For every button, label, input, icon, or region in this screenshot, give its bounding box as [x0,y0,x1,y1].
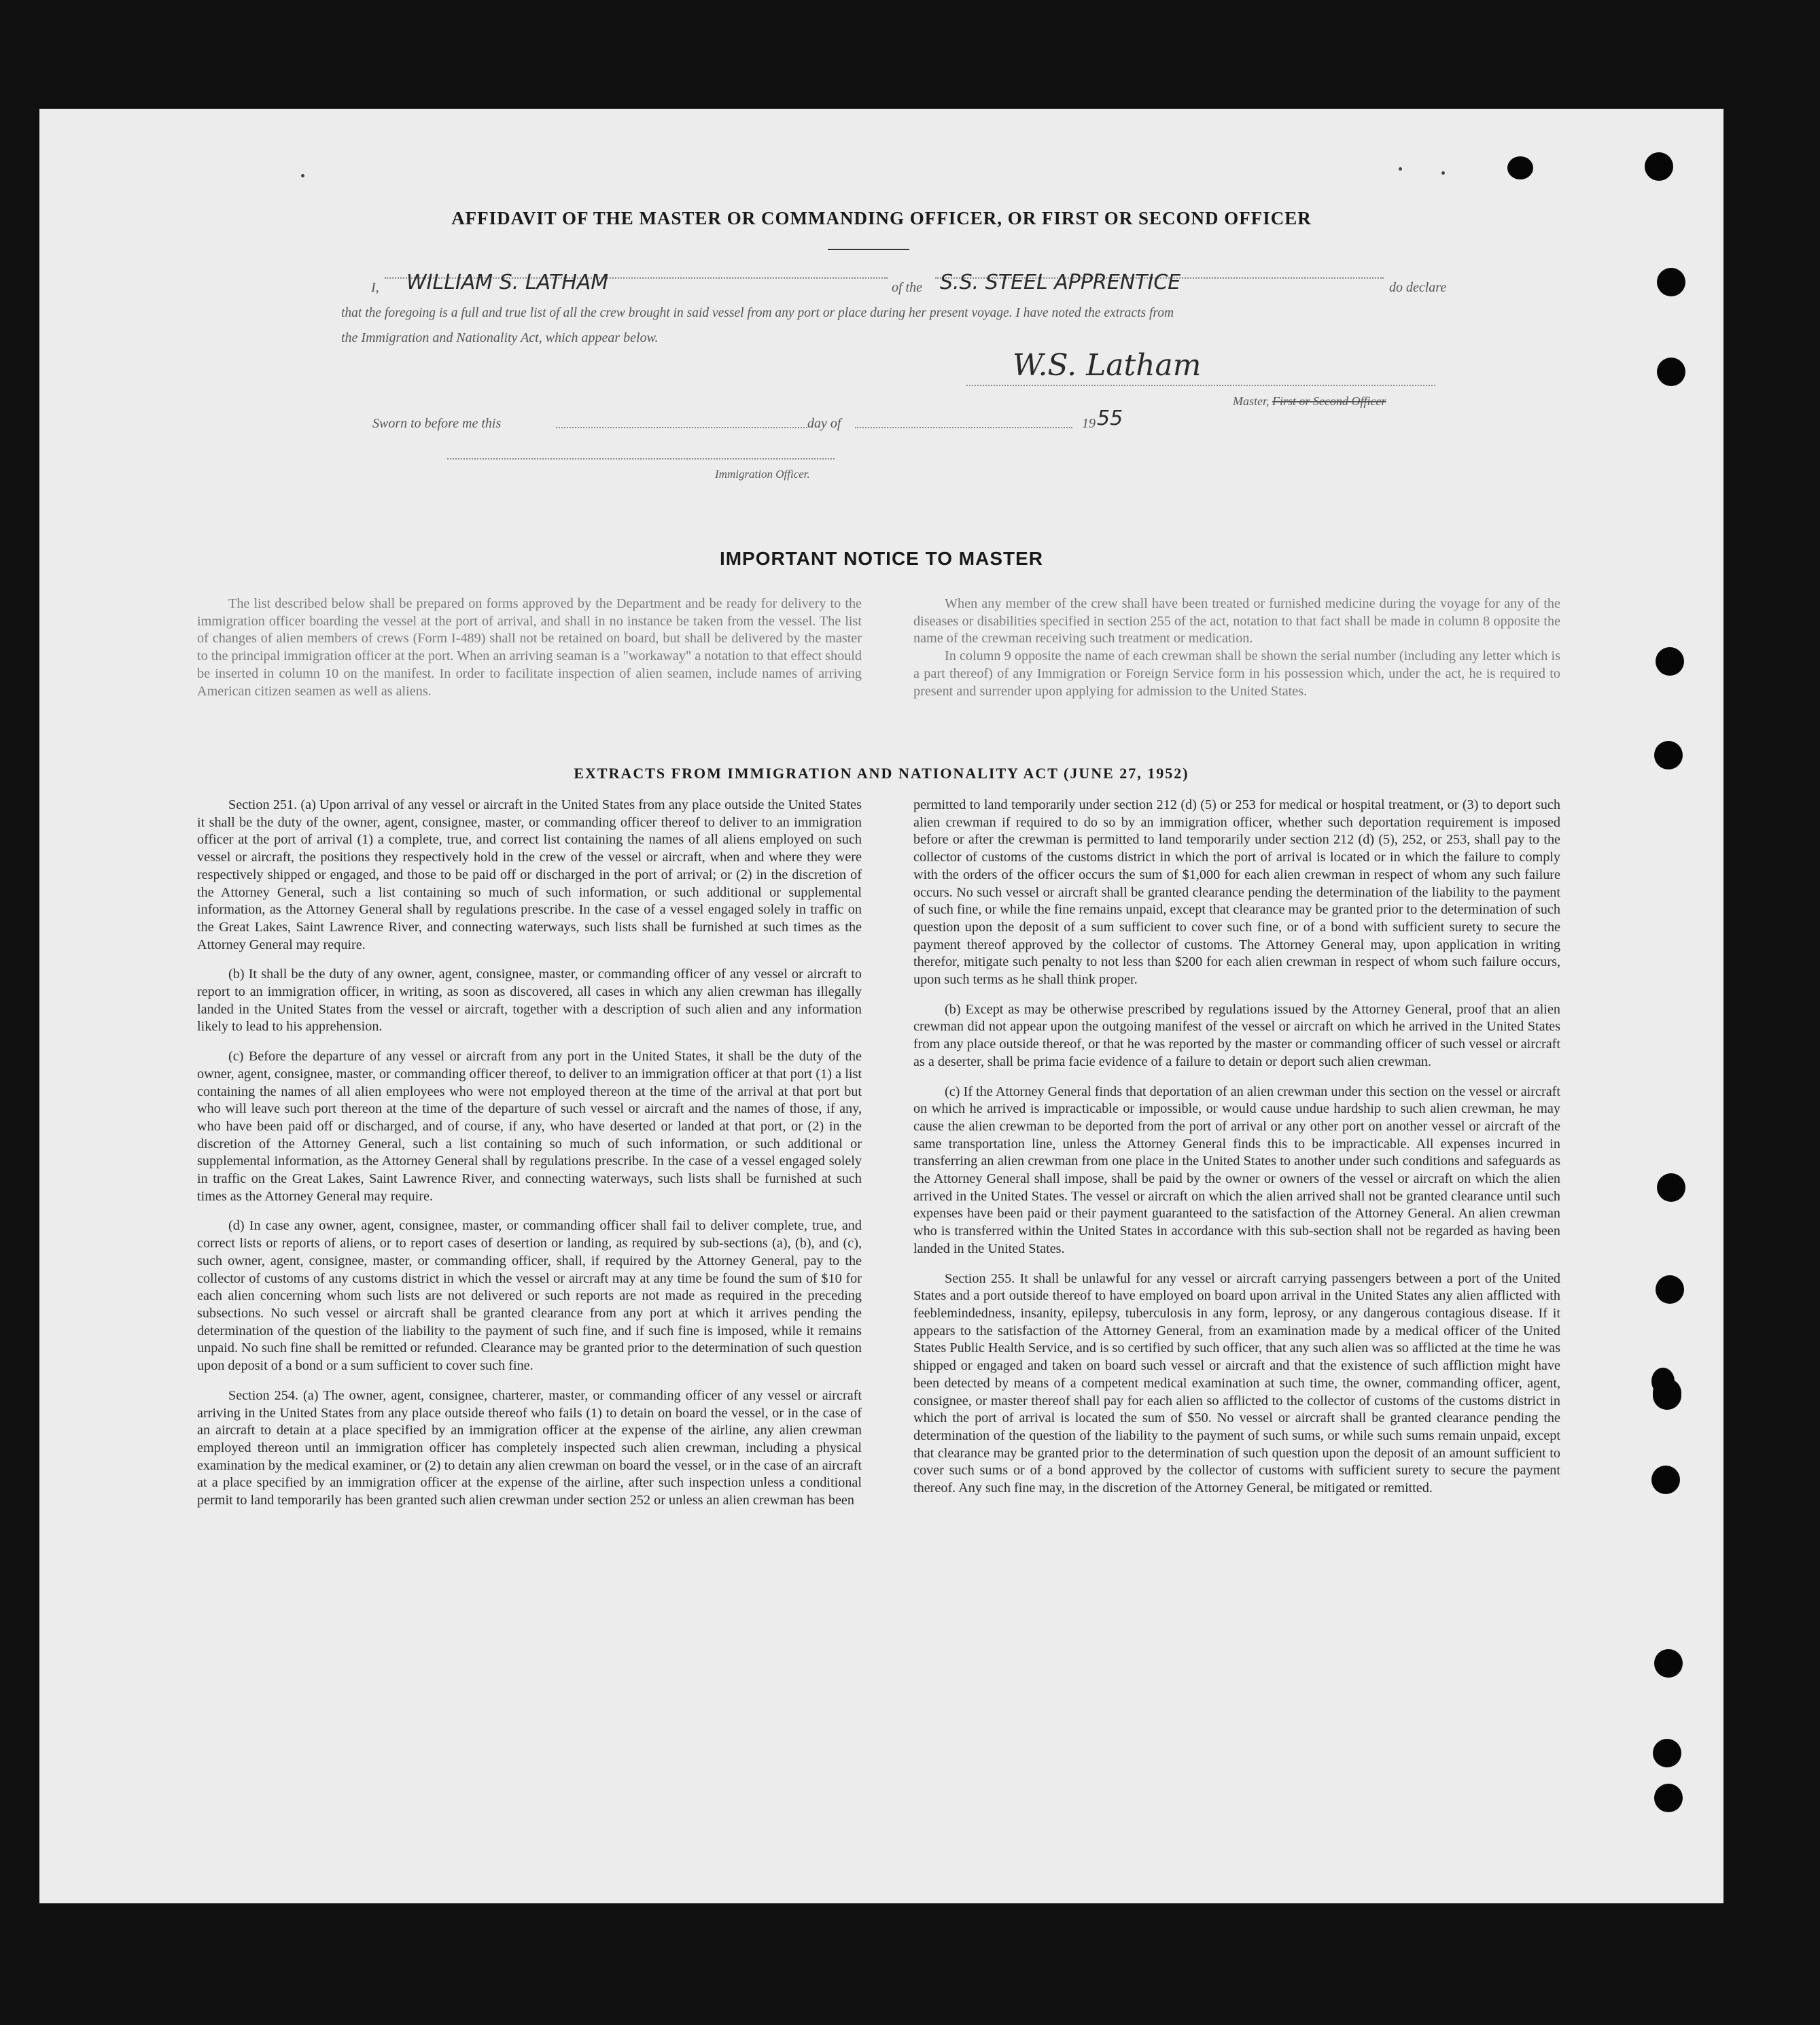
notice-left-paragraph: The list described below shall be prepared on forms approved by the Department and be ready for delivery to the immigration officer boarding the vessel at the port of arrival, and shall in no instance be taken from the vessel. The list of changes of alien members of crews (Form I-489) shall not be retained on board, but shall be delivered by the master to the principal immigration officer at the port. When an arriving seaman is a "workaway" a notation to that effect should be inserted in column 10 on the manifest. In order to facilitate inspection of alien seamen, include names of arriving American citizen seamen as well as aliens. [197,596,862,699]
punch-hole [1656,647,1684,676]
vessel-handwritten: S.S. STEEL APPRENTICE [940,271,1181,294]
affidavit-title: AFFIDAVIT OF THE MASTER OR COMMANDING OFFICER, OR FIRST OR SECOND OFFICER [451,208,1312,228]
extract-paragraph: Section 251. (a) Upon arrival of any vessel or aircraft in the United States from any place outside the United States it shall be the duty of the owner, agent, consignee, master, or commanding officer thereof to deliver to an immigration officer at the port of arrival (1) a complete, true, and correct list containing the names of all aliens employed on such vessel or aircraft, the positions they respectively hold in the crew of the vessel or aircraft, when and where they were respectively shipped or engaged, and those to be paid off or discharged in the port of arrival; or (2) in the discretion of the Attorney General, such a list containing so much of such information, or such additional or supplemental information, as the Attorney General shall by regulations prescribe. In the case of a vessel engaged solely in traffic on the Great Lakes, Saint Lawrence River, and connecting waterways, such lists shall be furnished at such times as the Attorney General may require. [197,797,862,952]
master-signature: W.S. Latham [1013,348,1202,383]
notice-right-paragraph: In column 9 opposite the name of each crewman shall be shown the serial number (including any letter which is a part thereof) of any Immigration or Foreign Service form in his possession which, under the act, he is required to present and surrender upon applying for admission to the United States. [913,648,1560,699]
sworn-day-line [556,427,807,428]
oath-body-line: that the foregoing is a full and true list of all the crew brought in said vessel from any port or place during her present voyage. I have noted the extracts from [341,306,1174,320]
name-handwritten: WILLIAM S. LATHAM [406,271,609,294]
oath-body-line: the Immigration and Nationality Act, which appear below. [341,330,659,345]
punch-hole [1657,358,1685,386]
signature-line [966,385,1435,386]
document-page [39,109,1723,1903]
extract-paragraph: (d) In case any owner, agent, consignee, master, or commanding officer shall fail to deliver complete, true, and correct lists or reports of aliens, or to report cases of desertion or landing, as required by sub-sections (a), (b), and (c), such owner, agent, consignee, master, or commanding officer, shall, if required by the Attorney General, pay to the collector of customs of any customs district in which the vessel or aircraft may at any time be found the sum of $10 for each alien concerning whom such lists are not delivered or such reports are not made as required in the preceding subsections. No such vessel or aircraft shall be granted clearance from any port at which it arrives pending the determination of the question of the liability to the payment of such fine, and if such fine is imposed, while it remains unpaid. No such fine shall be remitted or refunded. Clearance may be granted prior to the determination of such question upon deposit of a bond or a sum sufficient to cover such fine. [197,1218,862,1374]
punch-hole [1507,156,1533,179]
extracts-left-column [197,797,862,1510]
extract-paragraph: (c) If the Attorney General finds that deportation of an alien crewman under this section on the vessel or aircraft on which he arrived is impracticable or impossible, or would cause undue hardship to such alien crewman, he may cause the alien crewman to be deported from the port of arrival or any other port on another vessel or aircraft of the same transportation line, unless the Attorney General finds this to be impracticable. All expenses incurred in transferring an alien crewman from one place in the United States to another under such conditions and safeguards as the Attorney General shall impose, shall be paid by the owner or owners of the vessel or aircraft on which the alien arrived in the United States. The vessel or aircraft on which the alien arrived shall not be granted clearance until such expenses have been paid or their payment guaranteed to the satisfaction of the Attorney General. An alien crewman who is transferred within the United States in accordance with this sub-section shall not be regarded as having been landed in the United States. [913,1084,1560,1256]
sworn-day-of: day of [807,416,841,431]
punch-hole [1657,268,1685,296]
punch-hole [1656,1275,1684,1304]
oath-declare: do declare [1389,280,1447,295]
punch-hole [1651,1368,1675,1395]
extract-paragraph: (c) Before the departure of any vessel or aircraft from any port in the United States, it shall be the duty of the owner, agent, consignee, master, or commanding officer thereof, to deliver to an immigration officer at that port (1) a list containing the names of all alien employees who were not employed thereon at the time of the arrival at that port but who will leave such port thereon at the time of the departure of such vessel or aircraft and the names of those, if any, who have been paid off or discharged, and of course, if any, who have deserted or landed at that port, or (2) in the discretion of the Attorney General, such a list containing so much of such information, or such additional or supplemental information, as the Attorney General shall by regulations prescribe. In the case of a vessel engaged solely in traffic on the Great Lakes, Saint Lawrence River, and connecting waterways, such lists shall be furnished at such times as the Attorney General may require. [197,1049,862,1204]
title-divider [828,249,909,250]
caption-struck: First or Second Officer [1272,394,1386,408]
extracts-right-column [913,797,1560,1498]
officer-caption: Immigration Officer. [715,468,810,481]
speck [1441,171,1445,175]
sworn-year-prefix: 19 [1082,416,1096,431]
sworn-month-line [855,427,1072,428]
extracts-title: EXTRACTS FROM IMMIGRATION AND NATIONALITY ACT (JUNE 27, 1952) [574,765,1189,782]
notice-right-paragraph: When any member of the crew shall have been treated or furnished medicine during the voyage for any of the diseases or disabilities specified in section 255 of the act, notation to that fact shall be made in column 8 opposite the name of the crewman receiving such treatment or medication. [913,596,1560,646]
punch-hole [1651,1466,1680,1494]
notice-left-column [197,595,862,700]
extract-paragraph: Section 254. (a) The owner, agent, consignee, charterer, master, or commanding officer of any vessel or aircraft arriving in the United States from any place outside thereof who fails (1) to detain on board the vessel, or in the case of an aircraft to detain at a place specified by an immigration officer at the expense of the airline, any alien crewman employed thereon until an immigration officer has completely inspected such alien crewman, including a physical examination by the medical examiner, or (2) to detain any alien crewman on board the vessel, or in the case of an aircraft at a place specified by an immigration officer at the expense of the airline, after such inspection unless a conditional permit to land temporarily has been granted such alien crewman under section 252 or unless an alien crewman has been [197,1387,862,1508]
caption-master: Master, [1233,394,1270,408]
oath-prefix: I, [371,280,379,295]
extract-paragraph: Section 255. It shall be unlawful for any vessel or aircraft carrying passengers between a port of the United States and a port outside thereof to have employed on board upon arrival in the United States any alien afflicted with feeblemindedness, insanity, epilepsy, tuberculosis in any form, leprosy, or any dangerous contagious disease. If it appears to the satisfaction of the Attorney General, from an examination made by a medical officer of the United States Public Health Service, and is so certified by such officer, that any such alien was so afflicted at the time he was shipped or engaged and taken on board such vessel or aircraft and that the existence of such affliction might have been detected by means of a competent medical examination at such time, the owner, commanding officer, agent, consignee, or master thereof shall pay for each alien so afflicted to the collector of customs of the customs district in which the port of arrival is located the sum of $50. No vessel or aircraft shall be granted clearance pending the determination of the question of the liability to the payment of such sums, or while such sums remain unpaid, except that clearance may be granted prior to the determination of such question upon the deposit of an amount sufficient to cover such sums or of a bond approved by the collector of customs with sufficient surety to secure the payment thereof. Any such fine may, in the discretion of the Attorney General, be mitigated or remitted. [913,1270,1560,1496]
punch-hole [1654,1784,1683,1812]
speck [1399,167,1402,171]
sworn-year-handwritten: 55 [1097,406,1123,430]
notice-right-column [913,595,1560,700]
punch-hole [1645,152,1673,181]
extract-paragraph: (b) Except as may be otherwise prescribed by regulations issued by the Attorney General, proof that an alien crewman did not appear upon the outgoing manifest of the vessel or aircraft on which he arrived in the United States from any place outside thereof, or that he was reported by the master or commanding officer of such vessel or aircraft as a deserter, shall be prima facie evidence of a failure to detain or deport such alien crewman. [913,1001,1560,1069]
officer-line [447,458,835,460]
punch-hole [1657,1173,1685,1202]
signature-caption [1233,394,1386,409]
speck [301,174,304,177]
punch-hole [1654,1649,1683,1678]
notice-title: IMPORTANT NOTICE TO MASTER [719,548,1044,569]
extract-paragraph: (b) It shall be the duty of any owner, agent, consignee, master, or commanding officer of any vessel or aircraft to report to an immigration officer, in writing, as soon as discovered, all cases in which any alien crewman has illegally landed in the United States from the vessel or aircraft, together with a description of such alien and any information likely to lead to his apprehension. [197,967,862,1035]
sworn-prefix: Sworn to before me this [372,416,502,431]
extract-paragraph: permitted to land temporarily under section 212 (d) (5) or 253 for medical or hospital treatment, or (3) to deport such alien crewman if required to do so by an immigration officer, whether such deportation requirement is imposed before or after the crewman is permitted to land temporarily under section 212 (d) (5), 252, or 253, shall pay to the collector of customs of the customs district in which the port of arrival is located or in which the failure to comply with the orders of the officer occurs the sum of $1,000 for each alien crewman in respect of whom any such failure occurs. No such vessel or aircraft shall be granted clearance pending the determination of the liability to the payment of such fine, or while the fine remains unpaid, except that clearance may be granted prior to the determination of such question upon the deposit of a sum sufficient to cover such fine, or of a bond with sufficient surety to secure the payment thereof approved by the collector of customs. The Attorney General may, upon application in writing therefor, mitigate such penalty to not less than $200 for each alien crewman in respect of whom such failure occurs, upon such terms as he shall think proper. [913,797,1560,988]
oath-of-the: of the [892,280,922,295]
punch-hole [1653,1739,1681,1767]
